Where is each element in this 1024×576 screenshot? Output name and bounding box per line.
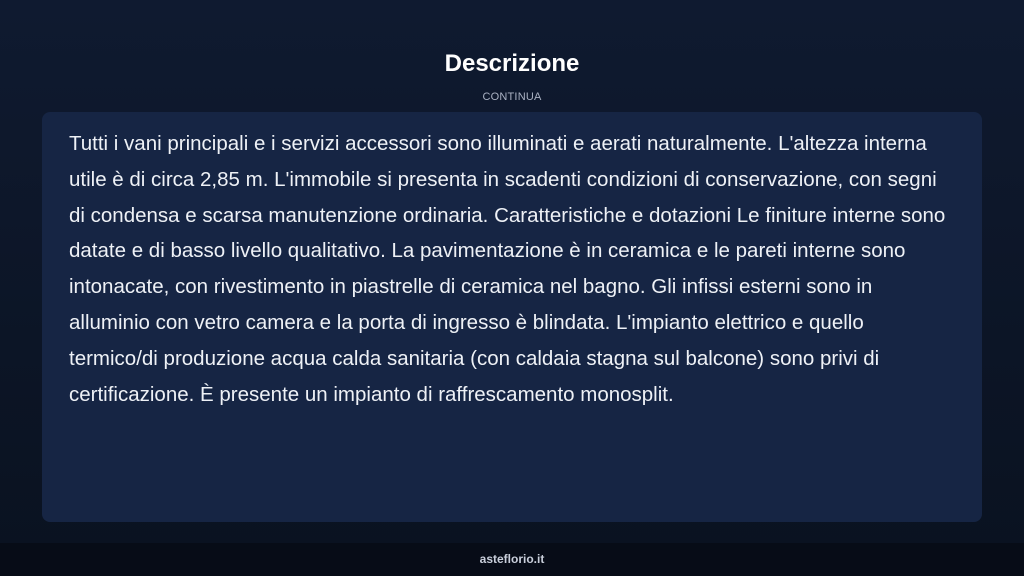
description-card [42, 112, 982, 522]
page-header [0, 48, 1024, 104]
page-title: Descrizione [444, 50, 580, 77]
page-subtitle: CONTINUA [482, 91, 542, 103]
footer-bar [0, 543, 1024, 576]
footer-site-name: asteflorio.it [479, 552, 545, 566]
description-text: Tutti i vani principali e i servizi accessori sono illuminati e aerati naturalmente. L'altezza interna utile è di circa 2,85 m. L'immobile si presenta in scadenti condizioni di conservazione, con segni di condensa e scarsa manutenzione ordinaria. Caratteristiche e dotazioni Le finiture interne sono datate e di basso livello qualitativo. La pavimentazione è in ceramica e le pareti interne sono intonacate, con rivestimento in piastrelle di ceramica nel bagno. Gli infissi esterni sono in alluminio con vetro camera e la porta di ingresso è blindata. L'impianto elettrico e quello termico/di produzione acqua calda sanitaria (con caldaia stagna sul balcone) sono privi di certificazione. È presente un impianto di raffrescamento monosplit. [69, 132, 946, 406]
